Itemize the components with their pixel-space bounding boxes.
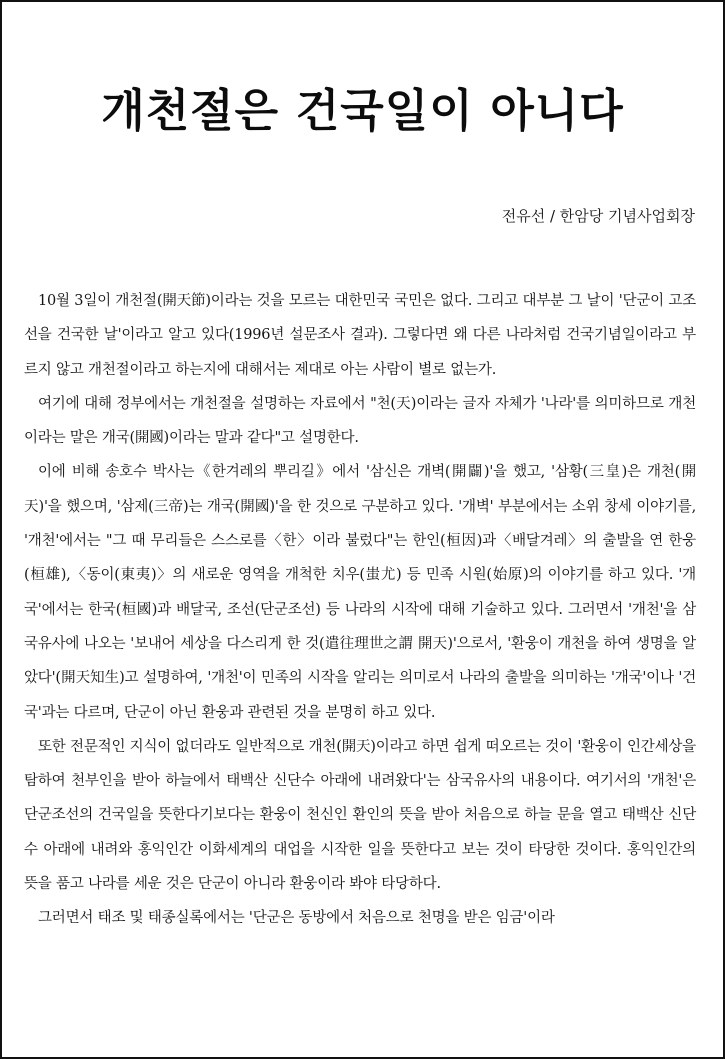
paragraph-3: 이에 비해 송호수 박사는《한겨레의 뿌리길》에서 '삼신은 개벽(開闢)'을 했고, '삼황(三皇)은 개천(開天)'을 했으며, '삼제(三帝)는 개국(開國)'을 한 것으로 구분하고 있다. '개벽' 부분에서는 소위 창세 이야기를, '개천'에서는 "그 때 무리들은 스스로를〈한〉이라 불렀다"는 한인(桓因)과〈배달겨레〉의 출발을 연 한웅(桓雄),〈동이(東夷)〉의 새로운 영역을 개척한 치우(蚩尤) 등 민족 시원(始原)의 이야기를 하고 있다. '개국'에서는 한국(桓國)과 배달국, 조선(단군조선) 등 나라의 시작에 대해 기술하고 있다. 그러면서 '개천'을 삼국유사에 나오는 '보내어 세상을 다스리게 한 것(遣往理世之謂 開天)'으로서, '환웅이 개천을 하여 생명을 알았다'(開天知生)고 설명하여, '개천'이 민족의 시작을 알리는 의미로서 나라의 출발을 의미하는 '개국'이나 '건국'과는 다르며, 단군이 아닌 환웅과 관련된 것을 분명히 하고 있다.: [24, 464, 696, 721]
author-byline: 전유선 / 한암당 기념사업회장: [501, 207, 695, 225]
article-title: 개천절은 건국일이 아니다: [101, 84, 624, 137]
paragraph-5: 그러면서 태조 및 태종실록에서는 '단군은 동방에서 처음으로 천명을 받은 임금'이라: [38, 910, 555, 927]
paragraph-2: 여기에 대해 정부에서는 개천절을 설명하는 자료에서 "천(天)이라는 글자 자체가 '나라'를 의미하므로 개천이라는 말은 개국(開國)이라는 말과 같다"고 설명한다.: [24, 395, 696, 447]
paragraph-1: 10월 3일이 개천절(開天節)이라는 것을 모르는 대한민국 국민은 없다. 그리고 대부분 그 날이 '단군이 고조선을 건국한 날'이라고 알고 있다(1996년 설문조사 결과). 그렇다면 왜 다른 나라처럼 건국기념일이라고 부르지 않고 개천절이라고 하는지에 대해서는 제대로 아는 사람이 별로 없는가.: [24, 293, 696, 378]
article-body: [24, 284, 696, 936]
paragraph-4: 또한 전문적인 지식이 없더라도 일반적으로 개천(開天)이라고 하면 쉽게 떠오르는 것이 '환웅이 인간세상을 탐하여 천부인을 받아 하늘에서 태백산 신단수 아래에 내려왔다'는 삼국유사의 내용이다. 여기서의 '개천'은 단군조선의 건국일을 뜻한다기보다는 환웅이 천신인 환인의 뜻을 받아 처음으로 하늘 문을 열고 태백산 신단수 아래에 내려와 홍익인간 이화세계의 대업을 시작한 일을 뜻한다고 보는 것이 타당한 것이다. 홍익인간의 뜻을 품고 나라를 세운 것은 단군이 아니라 환웅이라 봐야 타당하다.: [24, 738, 696, 893]
